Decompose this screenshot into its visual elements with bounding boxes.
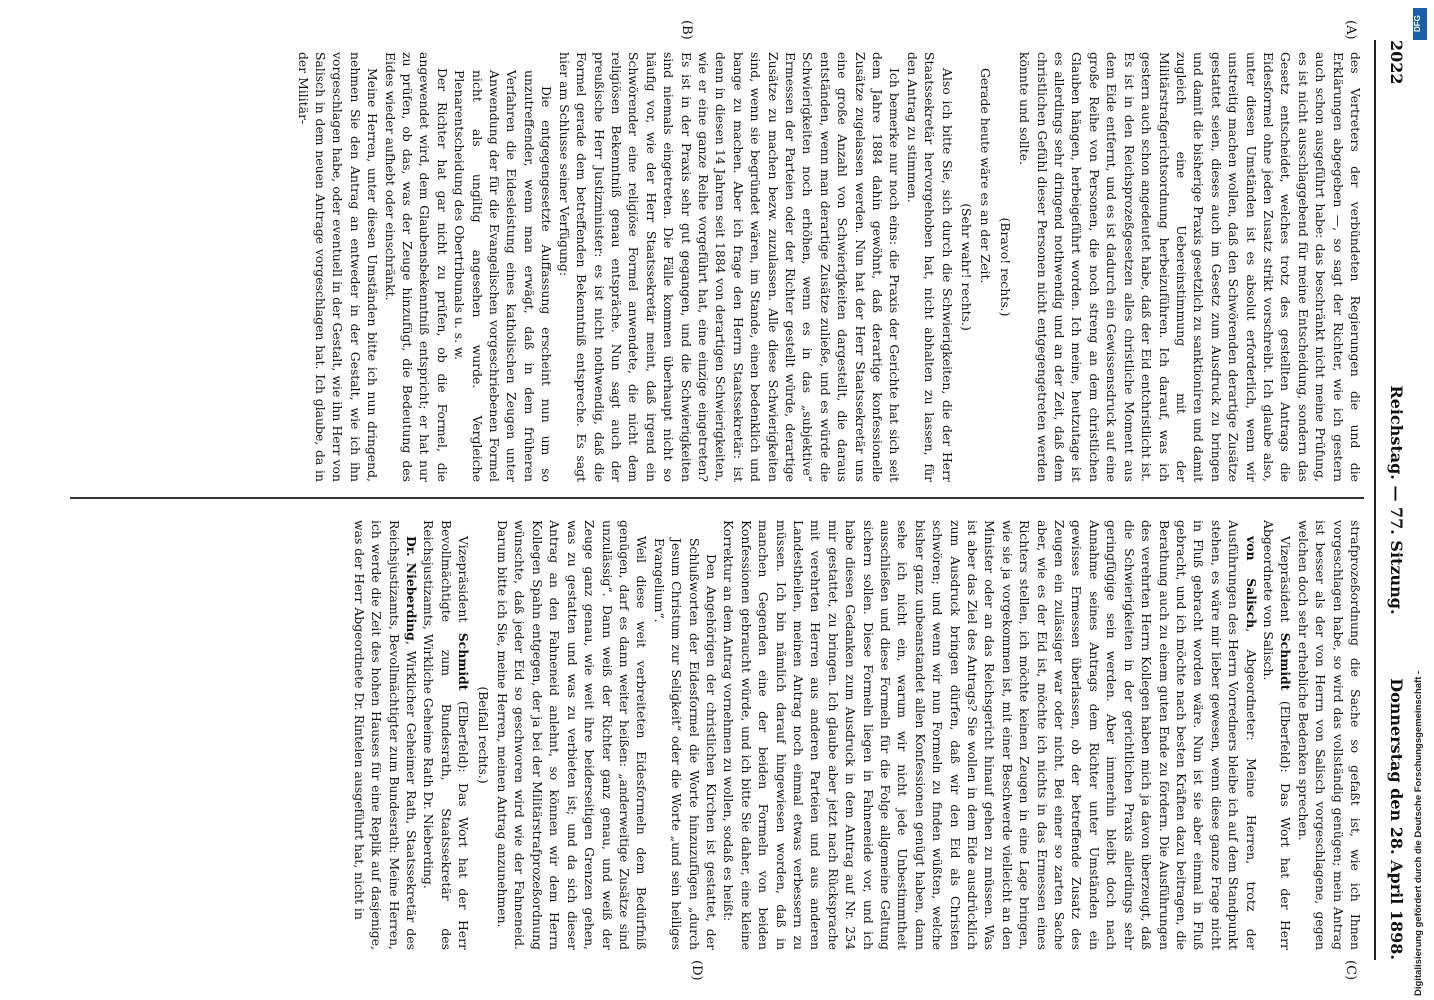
margin-mark-b: (B) bbox=[679, 20, 694, 40]
speech-text: , Abgeordneter: Meine Herren, trotz der Ausführungen des Herrn Vorredners bleibe ich auf dem Standpunkt stehen, es wäre mir lieber gewesen, wenn diese ganze Frage nicht in Fluß gebracht worden wäre. Nun ist sie aber einmal in Fluß gebracht, und ich möchte nach besten Kräften dazu beitragen, die Berathung auch zu einem guten Ende zu fördern. Die Ausführungen des verehrten Herrn Kollegen haben mich ja davon überzeugt, daß die Schwierigkeiten in der gerichtlichen Praxis allerdings sehr geringfügige sein werden. Aber immerhin bleibt doch nach Annahme seines Antrags dem Richter unter Umständen ein gewisses Ermessen überlassen, ob der betreffende Zusatz des Zeugen ein zulässiger war oder nicht. Bei einer so zarten Sache aber, wie es der Eid ist, möchte ich nichts in das Ermessen eines Richters stellen, ich möchte keinen Zeugen in eine Lage bringen, wie sie ja vorgekommen ist, mit einer Beschwerde vielleicht an den Minister oder an das Reichsgericht hinauf gehen zu müssen. Was ist aber das Ziel des Antrags? Sie wollen in dem Eide ausdrücklich zum Ausdruck bringen dürfen, daß wir den Eid als Christen schwören; und wenn wir nun Formeln zu finden wüßten, welche bisher ganz unbeanstandet allen Konfessionen genügt haben, dann sehe ich nicht ein, warum wir nicht jede Unbestimmtheit ausschließen und diese Formeln für die Folge allgemeine Geltung sichern sollen. Diese Formeln liegen in Fahneneide vor, und ich habe diesen Gedanken zum Ausdruck in dem Antrag auf Nr. 254 mir gestattet, zu bringen. Ich glaube aber jetzt nach Rücksprache mit verehrten Herren aus anderen Parteien und aus anderen Landestheilen, meinen Antrag noch einmal etwas verbessern zu müssen. Ich bin nämlich darauf hingewiesen worden, daß in manchen Gegenden eine der beiden Formeln von beiden Konfessionen gebraucht würde, und ich bitte Sie daher, eine kleine Korrektur an dem Antrag vornehmen zu wollen, sodaß es heißt: bbox=[721, 520, 1259, 950]
paragraph: Weil diese weit verbreiteten Eidesformeln dem Bedürfniß genügen, darf es dann weiter heißen: „anderweitige Zusätze sind unzulässig“. Dann weiß der Richter ganz genau, und weiß der Zeuge ganz genau, wie weit ihre beiderseitigen Grenzen gehen, was zu gestatten und was zu verbieten ist; und da sich dieser Antrag an den Fahneneid anlehnt, so können wir dem Herrn Kollegen Spahn entgegen, der ja bei der Militärstrafprozeßordnung wünschte, daß jeder Eid so geschworen wird wie der Fahneneid. Darum bitte ich Sie, meine Herren, meinen Antrag anzunehmen. bbox=[495, 520, 650, 950]
paragraph: Ich bemerke nur noch eins: die Praxis der Gerichte hat sich seit dem Jahre 1884 dahin gewöhnt, daß derartige konfessionelle Zusätze zugelassen werden. Nun hat der Herr Staatssekretär uns eine große Anzahl von Schwierigkeiten dargestellt, die daraus entständen, wenn man derartige Zusätze zuließe, und es würde die Schwierigkeiten noch erhöhen, wenn es in das „subjektive“ Ermessen der Parteien oder der Richter gestellt würde, derartige Zusätze zu machen bezw. zuzulassen. Alle diese Schwierigkeiten sind, wenn sie begründet wären, im Stande, einen bedenklich und bange zu machen. Aber ich frage den Herrn Staatssekretär: ist denn in diesen 14 Jahren seit 1884 von derartigen Schwierigkeiten, wie er eine ganze Reihe vorgeführt hat, eine einzige eingetreten? Es ist in der Praxis sehr gut gegangen, und die Schwierigkeiten sind niemals eingetreten. Die Fälle kommen überhaupt nicht so häufig vor, wie der Herr Staatssekretär meint, daß irgend ein Schwörender eine religiöse Formel anwendete, die nicht dem religiösen Bekenntniß genau entspräche. Nun sagt auch der preußische Herr Justizminister: es ist nicht nothwendig, daß die Formel gerade dem betreffenden Bekenntniß entspreche. Es sagt hier am Schlusse seiner Verfügung: bbox=[556, 52, 903, 482]
left-column bbox=[40, 52, 1364, 482]
digitization-credit bbox=[1406, 8, 1432, 996]
digitization-text: Digitalisierung gefördert durch die Deutsche Forschungsgemeinschaft - bbox=[1413, 670, 1424, 996]
interjection: (Sehr wahr! rechts.) bbox=[959, 203, 975, 331]
speech bbox=[720, 520, 1260, 950]
dfg-logo: DFG bbox=[1413, 8, 1427, 40]
speech-text: , Wirklicher Geheimer Rath, Staatssekretär des Reichsjustizamts, Bevollmächtigter zum Bundesrath: Meine Herren, ich werde die Zeit des hohen Hauses für eine Replik auf dasjenige, was der Herr Abgeordnete Dr. Rintelen ausgeführt hat, nicht in bbox=[351, 520, 420, 950]
speaker-name: Schmidt bbox=[1278, 632, 1294, 691]
paragraph: Meine Herren, unter diesen Umständen bitte ich nun dringend, nehmen Sie den Antrag an entweder in der Gestalt, wie ich ihn vorgeschlagen habe, oder eventuell in der Gestalt, wie ihn Herr von Salisch in dem neuen Antrage vorgeschlagen hat. Ich glaube, da in der Militär- bbox=[295, 52, 381, 482]
paragraph: Gerade heute wäre es an der Zeit. bbox=[978, 68, 994, 284]
speaker-announcement bbox=[420, 520, 472, 950]
right-column bbox=[40, 520, 1364, 950]
paragraph: Also ich bitte Sie, sich durch die Schwierigkeiten, die der Herr Staatssekretär hervorgehoben hat, nicht abhalten zu lassen, für den Antrag zu stimmen. bbox=[904, 52, 955, 482]
speaker-text: (Elberfeld): Das Wort hat der Herr Abgeordnete von Salisch. bbox=[1260, 520, 1294, 950]
running-header bbox=[1376, 40, 1406, 960]
speaker-name: von Salisch bbox=[1243, 536, 1259, 629]
margin-mark-a: (A) bbox=[1343, 20, 1358, 40]
margin-mark-d: (D) bbox=[689, 960, 704, 981]
speaker-text: (Elberfeld): Das Wort hat der Herr Bevollmächtigte zum Bundesrath, Staatssekretär des Reichsjustizamts, Wirkliche Geheime Rath Dr. Nieberding. bbox=[421, 520, 472, 950]
header-rule bbox=[1374, 40, 1376, 960]
speaker-title: Vizepräsident bbox=[456, 536, 472, 623]
quotation: Die entgegengesetzte Auffassung erscheint nun um so unzutreffender, wenn man erwägt, daß in dem früheren Verfahren die Eidesleistung eines katholischen Zeugen unter Anwendung der für die Evangelischen vorgeschriebenen Formel nicht als ungiltig angesehen wurde. Vergleiche Plenarentscheidung des Obertribunals u. s. w. bbox=[452, 70, 555, 482]
speaker-title: Vizepräsident bbox=[1278, 536, 1294, 623]
speaker-name: Dr. Nieberding bbox=[404, 536, 420, 641]
page-number: 2022 bbox=[1387, 40, 1406, 85]
speech bbox=[350, 520, 420, 950]
interjection: (Bravo! rechts.) bbox=[997, 217, 1013, 317]
quotation: Den Angehörigen der christlichen Kirchen ist gestattet, der Schlußworten der Eidesformel die Worte hinzuzufügen „durch Jesum Christum zur Seligkeit“ oder die Worte „und sein heiliges Evangelium“. bbox=[651, 538, 719, 950]
session-title: Reichstag. — 77. Sitzung. bbox=[1387, 385, 1406, 615]
paragraph: Der Richter hat gar nicht zu prüfen, ob die Formel, die angewendet wird, dem Glaubensbekenntniß entspricht; er hat nur zu prüfen, ob das, was der Zeuge hinzufügt, die Bedeutung des Eides wieder aufhebt oder einschränkt. bbox=[382, 52, 450, 482]
speaker-announcement bbox=[1260, 520, 1295, 950]
margin-mark-c: (C) bbox=[1343, 960, 1358, 981]
paragraph: des Vertreters der verbündeten Regierungen die und die Erklärungen abgegeben —, so sagt der Richter, wie ich gestern auch schon ausgeführt habe: das beschränkt nicht meine Prüfung, es ist nicht ausschlaggebend für meine Entscheidung, sondern das Gesetz entscheidet, welches trotz des gestellten Antrags die Eidesformel ohne jeden Zusatz strikt vorschreibt. Ich glaube also, unter diesen Umständen ist es absolut erforderlich, wenn wir unstreitig machen wollen, daß den Schwörenden derartige Zusätze gestattet seien, dieses auch im Gesetz zum Ausdruck zu bringen und damit die bisherige Praxis gesetzlich zu sanktioniren und damit zugleich eine Uebereinstimmung mit der Militärstrafgerichtsordnung herbeizuführen. Ich darauf, was ich gestern auch schon angedeutet habe, daß der Eid entchristlicht ist. Es ist in den Reichsprozeßgesetzen alles christliche Moment aus dem Eide entfernt, und es ist dadurch ein Gewissensdruck auf eine große Reihe von Personen, die noch streng an dem christlichen Glauben hängen, herbeigeführt worden. Ich meine, heutzutage ist es allerdings sehr dringend nothwendig und an der Zeit, daß dem christlichen Gefühl dieser Personen nicht entgegengetreten werden könnte und sollte. bbox=[1017, 52, 1363, 482]
interjection: (Beifall rechts.) bbox=[475, 686, 491, 784]
session-date: Donnerstag den 28. April 1898. bbox=[1387, 678, 1406, 960]
column-divider bbox=[70, 497, 1364, 499]
paragraph: strafprozeßordnung die Sache so gefaßt ist, wie ich Ihnen vorgeschlagen habe, so wird das vollständig genügen; mein Antrag ist besser als der von Herrn von Salisch vorgeschlagene, gegen welchen doch sehr erhebliche Bedenken sprechen. bbox=[1295, 520, 1363, 950]
speaker-name: Schmidt bbox=[456, 632, 472, 691]
